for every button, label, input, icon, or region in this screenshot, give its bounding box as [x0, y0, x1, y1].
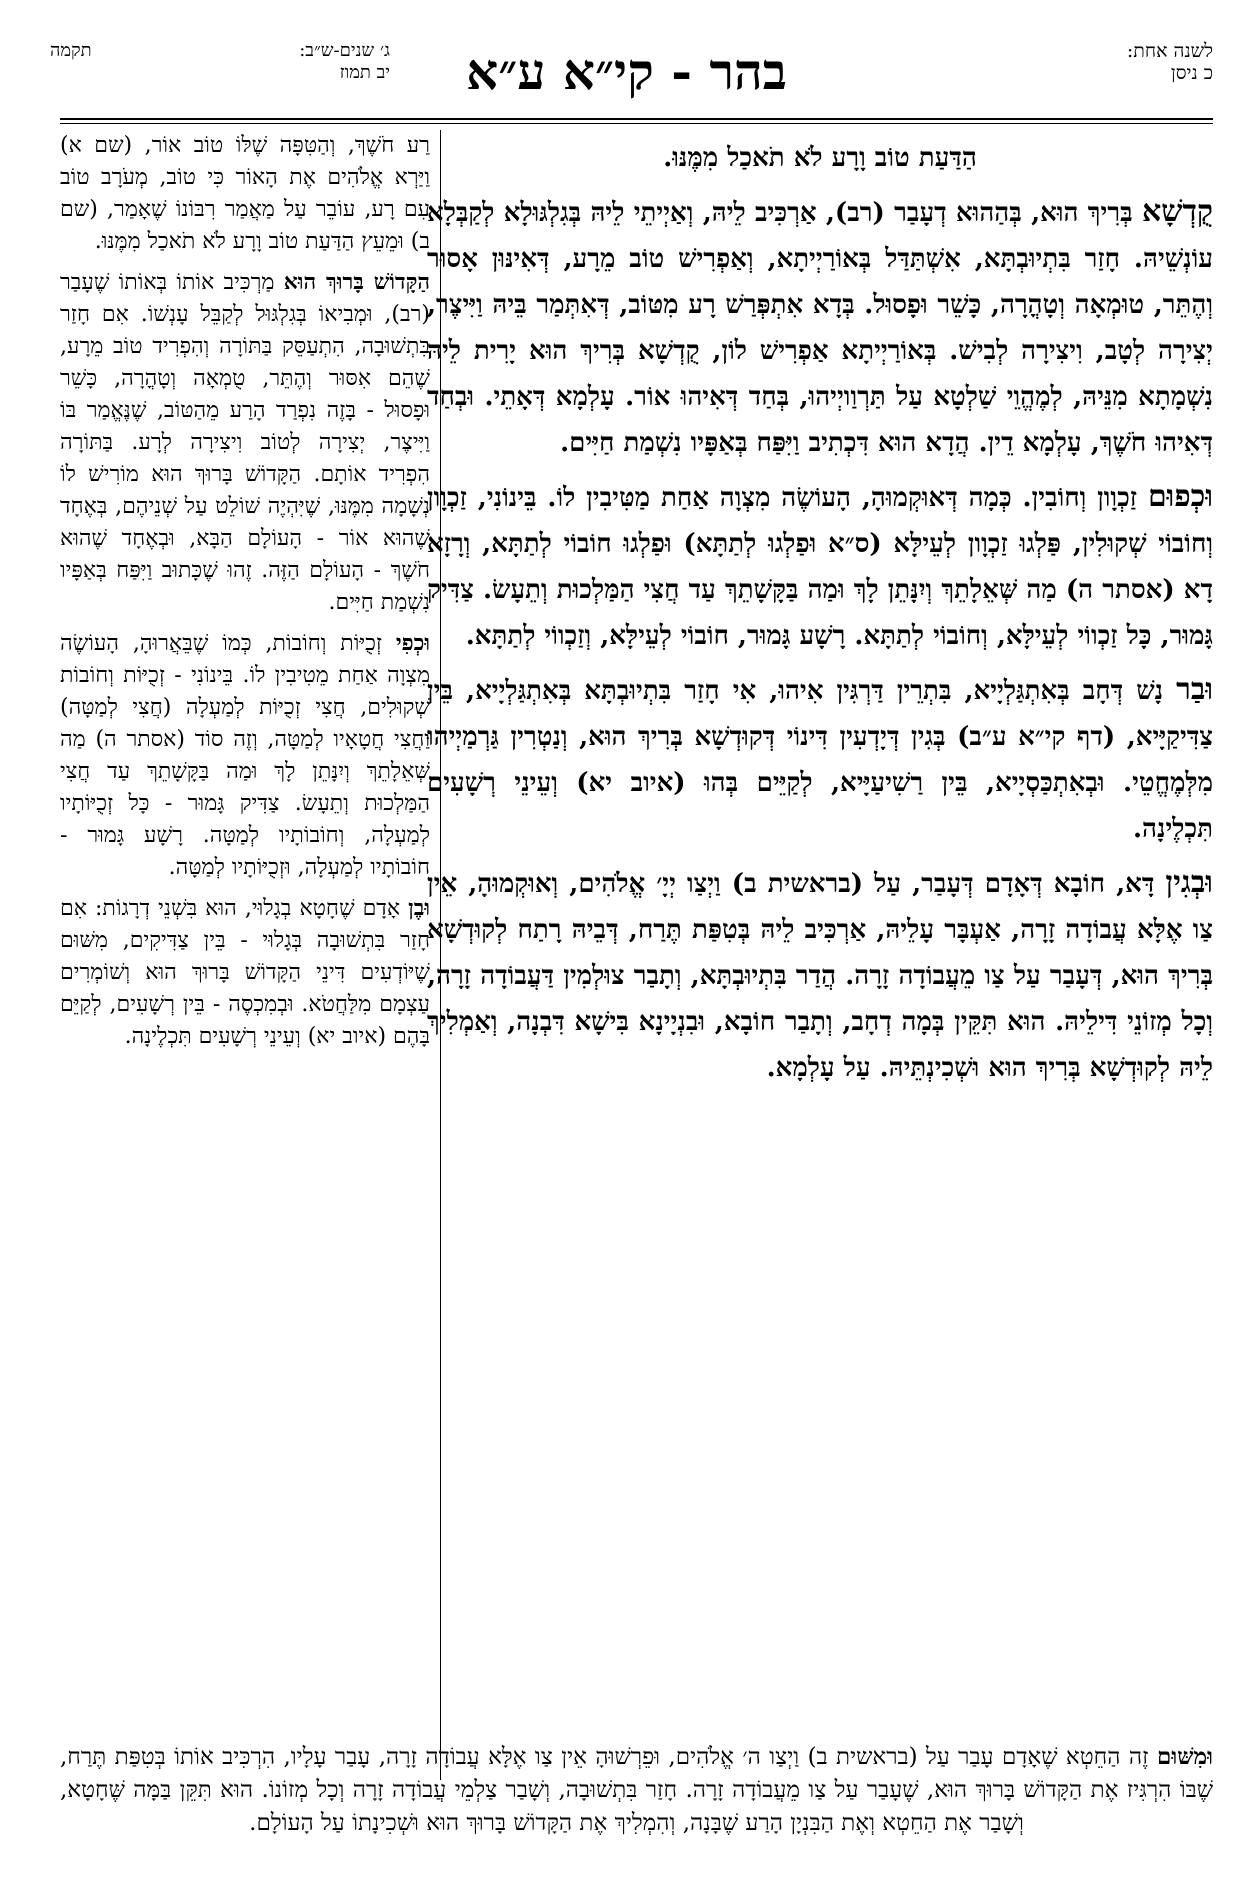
- main-paragraph-0: הַדַּעַת טוֹב וָרָע לֹא תֹאכַל מִמֶּנּוּ.: [663, 143, 977, 173]
- side-paragraph-2: [60, 627, 430, 884]
- main-lead-word-1: קֻדְשָׁא: [1142, 194, 1213, 229]
- bottom-lead-word: וּמִשּׁוּם: [1156, 1743, 1214, 1770]
- header-left-bottom: יב תמוז: [339, 62, 390, 83]
- header-left: [50, 40, 390, 130]
- header-divider: [60, 118, 1213, 120]
- main-lead-word-3: וּבַר: [1176, 672, 1213, 707]
- main-text-3: נָשׁ דְּחָב בְּאִתְגַּלְיָיא, בִּתְרֵין דַּרְגִּין אִיהוּ, אִי חָזַר בִּתְיוּבְתָּא בְּאִתְגַּלְיָיא, בֵּין צַדִּיקַיָּיא, (דף קי״א ע״ב) בְּגִין דְּיָדְעִין דִּינוֹי דְּקוּדְשָׁא בְּרִיךְ הוּא, וְנַטְרִין גַּרְמַיְיהוּ מִלְּמֶחֱטֵי. וּבְאִתְכַּסְיָיא, בֵּין רַשִׁיעַיָּיא, לְקַיֵּים בְּהוּ (איוב יא) וְעֵינֵי רְשָׁעִים תִּכְלֶינָה.: [427, 676, 1213, 844]
- main-lead-word-4: וּבְגִין: [1165, 865, 1213, 900]
- header-left-top-a: ג׳ שנים-ש״ב:: [299, 40, 390, 61]
- main-paragraph-2: [427, 474, 1213, 659]
- side-paragraph-0: רַע חֹשֶׁךְ, וְהַטִּפָּה שֶׁלּוֹ טוֹב אוֹר, (שם א) וַיַּרְא אֱלֹהִים אֶת הָאוֹר כִּי טוֹב, מְעֹרָב טוֹב עִם רָע, עוֹבֵר עַל מַאֲמַר רִבּוֹנוֹ שֶׁאָמַר, (שם ב) וּמֵעֵץ הַדַּעַת טוֹב וָרָע לֹא תֹאכַל מִמֶּנּוּ.: [60, 133, 430, 254]
- main-text-2: זַכְוָון וְחוֹבִין. כְּמָה דְּאוּקְמוּהָ, הָעוֹשֶׂה מִצְוָה אַחַת מַטִּיבִין לוֹ. בֵּינוֹנִי, זַכְוָון וְחוֹבוֹי שְׁקוּלִין, פַּלְגוּ זַכְוָון לְעֵילָּא (ס״א וּפַלְגוּ לְתַתָּא) וּפַלְגוּ חוֹבוֹי לְתַתָּא, וְרָזָא דָא (אסתר ה) מַה שְּׁאֵלָתֵךְ וְיִנָּתֵן לָךְ וּמַה בַּקָּשָׁתֵךְ עַד חֲצִי הַמַּלְכוּת וְתֵעָשׂ. צַדִּיק גָּמוּר, כָּל זַכְווֹי לְעֵילָּא, וְחוֹבוֹי לְתַתָּא. רָשָׁע גָּמוּר, חוֹבוֹי לְעֵילָּא, וְזַכְווֹי לְתַתָּא.: [427, 483, 1213, 651]
- bottom-text: זֶה הַחֵטְא שֶׁאָדָם עָבַר עַל (בראשית ב) וַיְצַו ה׳ אֱלֹהִים, וּפֵרְשׁוּהָ אֵין צַו אֶלָּא עֲבוֹדָה זָרָה, עָבַר עָלָיו, הִרְכִּיב אוֹתוֹ בְּטִפַּת תֶּרַח, שֶׁבּוֹ הִרְגִּיז אֶת הַקָּדוֹשׁ בָּרוּךְ הוּא, שֶׁעָבַר עַל צַו מֵעֲבוֹדָה זָרָה. חָזַר בִּתְשׁוּבָה, וְשָׁבַר צַלְמֵי עֲבוֹדָה זָרָה וְכָל מְזוֹנוֹ. הוּא תִּקֵּן בַּמָּה שֶּׁחָטָא, וְשָׁבַר אֶת הַחֵטְא וְאֶת הַבִּנְיָן הָרַע שֶׁבָּנָה, וְהִמְלִיךְ אֶת הַקָּדוֹשׁ בָּרוּךְ הוּא וּשְׁכִינָתוֹ עַל הָעוֹלָם.: [60, 1744, 1213, 1836]
- header-right-bottom: כ ניסן: [1170, 62, 1213, 84]
- main-paragraph-4: [427, 860, 1213, 1091]
- side-lead-word-1: הַקָּדוֹשׁ בָּרוּךְ הוּא: [283, 269, 431, 295]
- header-divider-thin: [60, 123, 1213, 124]
- side-paragraph-3: [60, 892, 430, 1053]
- main-lead-word-2: וּכְפוּם: [1147, 479, 1213, 514]
- main-column: [427, 135, 1213, 1099]
- bottom-paragraph: [60, 1740, 1213, 1840]
- side-paragraph-1: [60, 266, 430, 619]
- side-lead-word-2: וּכְפִי: [395, 630, 430, 656]
- side-text-1: מַרְכִּיב אוֹתוֹ בְּאוֹתוֹ שֶׁעָבַר (רב), וּמְבִיאוֹ בְּגִלְגּוּל לְקַבֵּל עָנְשׁוֹ. אִם חָזַר בִּתְשׁוּבָה, הִתְעַסֵּק בַּתּוֹרָה וְהִפְרִיד טוֹב מֵרָע, שֶׁהֵם אִסּוּר וְהֶתֵּר, טֻמְאָה וְטָהֳרָה, כָּשֵׁר וּפָסוּל - בָּזֶה נִפְרַד הָרַע מֵהַטּוֹב, שֶׁנֶּאֱמַר בּוֹ וַיִּיצֶר, יְצִירָה לְטוֹב וִיצִירָה לְרָע. בַּתּוֹרָה הִפְרִיד אוֹתָם. הַקָּדוֹשׁ בָּרוּךְ הוּא מוֹרִישׁ לוֹ נְשָׁמָה מִמֶּנּוּ, שֶׁיִּהְיֶה שׁוֹלֵט עַל שְׁנֵיהֶם, בְּאֶחָד שֶׁהוּא אוֹר - הָעוֹלָם הַבָּא, וּבְאֶחָד שֶׁהוּא חֹשֶׁךְ - הָעוֹלָם הַזֶּה. זֶהוּ שֶׁכָּתוּב וַיִּפַּח בְּאַפָּיו נִשְׁמַת חַיִּים.: [60, 270, 430, 615]
- side-lead-word-3: וּבֶן: [408, 895, 430, 921]
- side-text-3: אָדָם שֶׁחָטָא בְגָלוּי, הוּא בִּשְׁנֵי דְרָגוֹת: אִם חָזַר בִּתְשׁוּבָה בְּגָלוּי - בֵּין צַדִּיקִים, מִשּׁוּם שֶׁיּוֹדְעִים דִּינֵי הַקָּדוֹשׁ בָּרוּךְ הוּא וְשׁוֹמְרִים עַצְמָם מִלַּחֲטֹא. וּבְמִכְסֶה - בֵּין רְשָׁעִים, לְקַיֵּם בָּהֶם (איוב יא) וְעֵינֵי רְשָׁעִים תִּכְלֶינָה.: [60, 896, 430, 1049]
- header-left-top-b: תקמה: [50, 40, 92, 61]
- page-title: בהר - קי״א ע״א: [466, 42, 787, 101]
- main-paragraph-3: [427, 667, 1213, 852]
- translation-column: [60, 130, 430, 1061]
- main-text-1: בְּרִיךְ הוּא, בְּהַהוּא דְעָבַר (רב), אַרְכִּיב לֵיהּ, וְאַיְיתֵי לֵיהּ בְּגִלְגּוּלָא לְקַבְּלָא עוֹנְשֵׁיהּ. חָזַר בִּתְיוּבְתָּא, אִשְׁתַּדַּל בְּאוֹרַיְיתָא, וְאַפְרִישׁ טוֹב מֵרָע, דְּאִינּוּן אָסוּר וְהֶתֵּר, טוּמְאָה וְטָהֳרָה, כָּשֵׁר וּפָסוּל. בְּדָא אִתְפְּרַשׁ רָע מִטּוֹב, דְּאִתְּמַר בֵּיהּ וַיִּיצֶר, יְצִירָה לְטָב, וִיצִירָה לְבִישׁ. בְּאוֹרַיְיתָא אַפְרִישׁ לוֹן, קֻדְשָׁא בְּרִיךְ הוּא יָרִית לֵיהּ נִשְׁמָתָא מִנֵּיהּ, לְמֶהֱוֵי שַׁלְטָא עַל תַּרְוַויְיהוּ, בְּחַד דְּאִיהוּ אוֹר. עָלְמָא דְּאָתֵי. וּבְחַד דְּאִיהוּ חֹשֶׁךְ, עָלְמָא דֵין. הֲדָא הוּא דִּכְתִיב וַיִּפַּח בְּאַפָּיו נִשְׁמַת חַיִּים.: [427, 198, 1213, 458]
- main-paragraph-1: [427, 189, 1213, 466]
- side-text-2: זְכֻיּוֹת וְחוֹבוֹת, כְּמוֹ שֶׁבֵּאֲרוּהָ, הָעוֹשֶׂה מִצְוָה אַחַת מֵטִיבִין לוֹ. בֵּינוֹנִי - זְכֻיּוֹת וְחוֹבוֹת שְׁקוּלִים, חֲצִי זְכֻיּוֹת לְמַעְלָה (חֲצִי לְמַטָּה) וַחֲצִי חֲטָאָיו לְמַטָּה, וְזֶה סוֹד (אסתר ה) מַה שְּׁאֵלָתֵךְ וְיִנָּתֵן לָךְ וּמַה בַּקָּשָׁתֵךְ עַד חֲצִי הַמַּלְכוּת וְתֵעָשׂ. צַדִּיק גָּמוּר - כָּל זְכֻיּוֹתָיו לְמַעְלָה, וְחוֹבוֹתָיו לְמַטָּה. רָשָׁע גָּמוּר - חוֹבוֹתָיו לְמַעְלָה, וּזְכֻיּוֹתָיו לְמַטָּה.: [60, 631, 430, 880]
- header-right-top: לשנה אחת:: [1126, 40, 1213, 62]
- main-text-4: דָּא, חוֹבָא דְּאָדָם דְּעָבַר, עַל (בראשית ב) וַיְצַו יְיָ׳ אֱלֹהִים, וְאוּקְמוּהָ, אֵין צַו אֶלָּא עֲבוֹדָה זָרָה, אַעְבָּר עָלֵיהּ, אַרְכִּיב לֵיהּ בְּטִפַּת תֶּרַח, דְּבֵיהּ רָתַח לְקוּדְשָׁא בְּרִיךְ הוּא, דְּעָבַר עַל צַו מֵעֲבוֹדָה זָרָה. הֲדַר בִּתְיוּבְתָּא, וְתָבַר צוּלְמִין דַּעֲבוֹדָה זָרָה, וְכָל מְזוֹנֵי דִּילֵיהּ. הוּא תִּקֵּין בְּמָה דְחָב, וְתָבַר חוֹבָא, וּבִנְיָינָא בִּישָׁא דִּבְנָה, וְאַמְלִיךְ לֵיהּ לְקוּדְשָׁא בְּרִיךְ הוּא וּשְׁכִינְתֵּיהּ. עַל עָלְמָא.: [427, 869, 1213, 1083]
